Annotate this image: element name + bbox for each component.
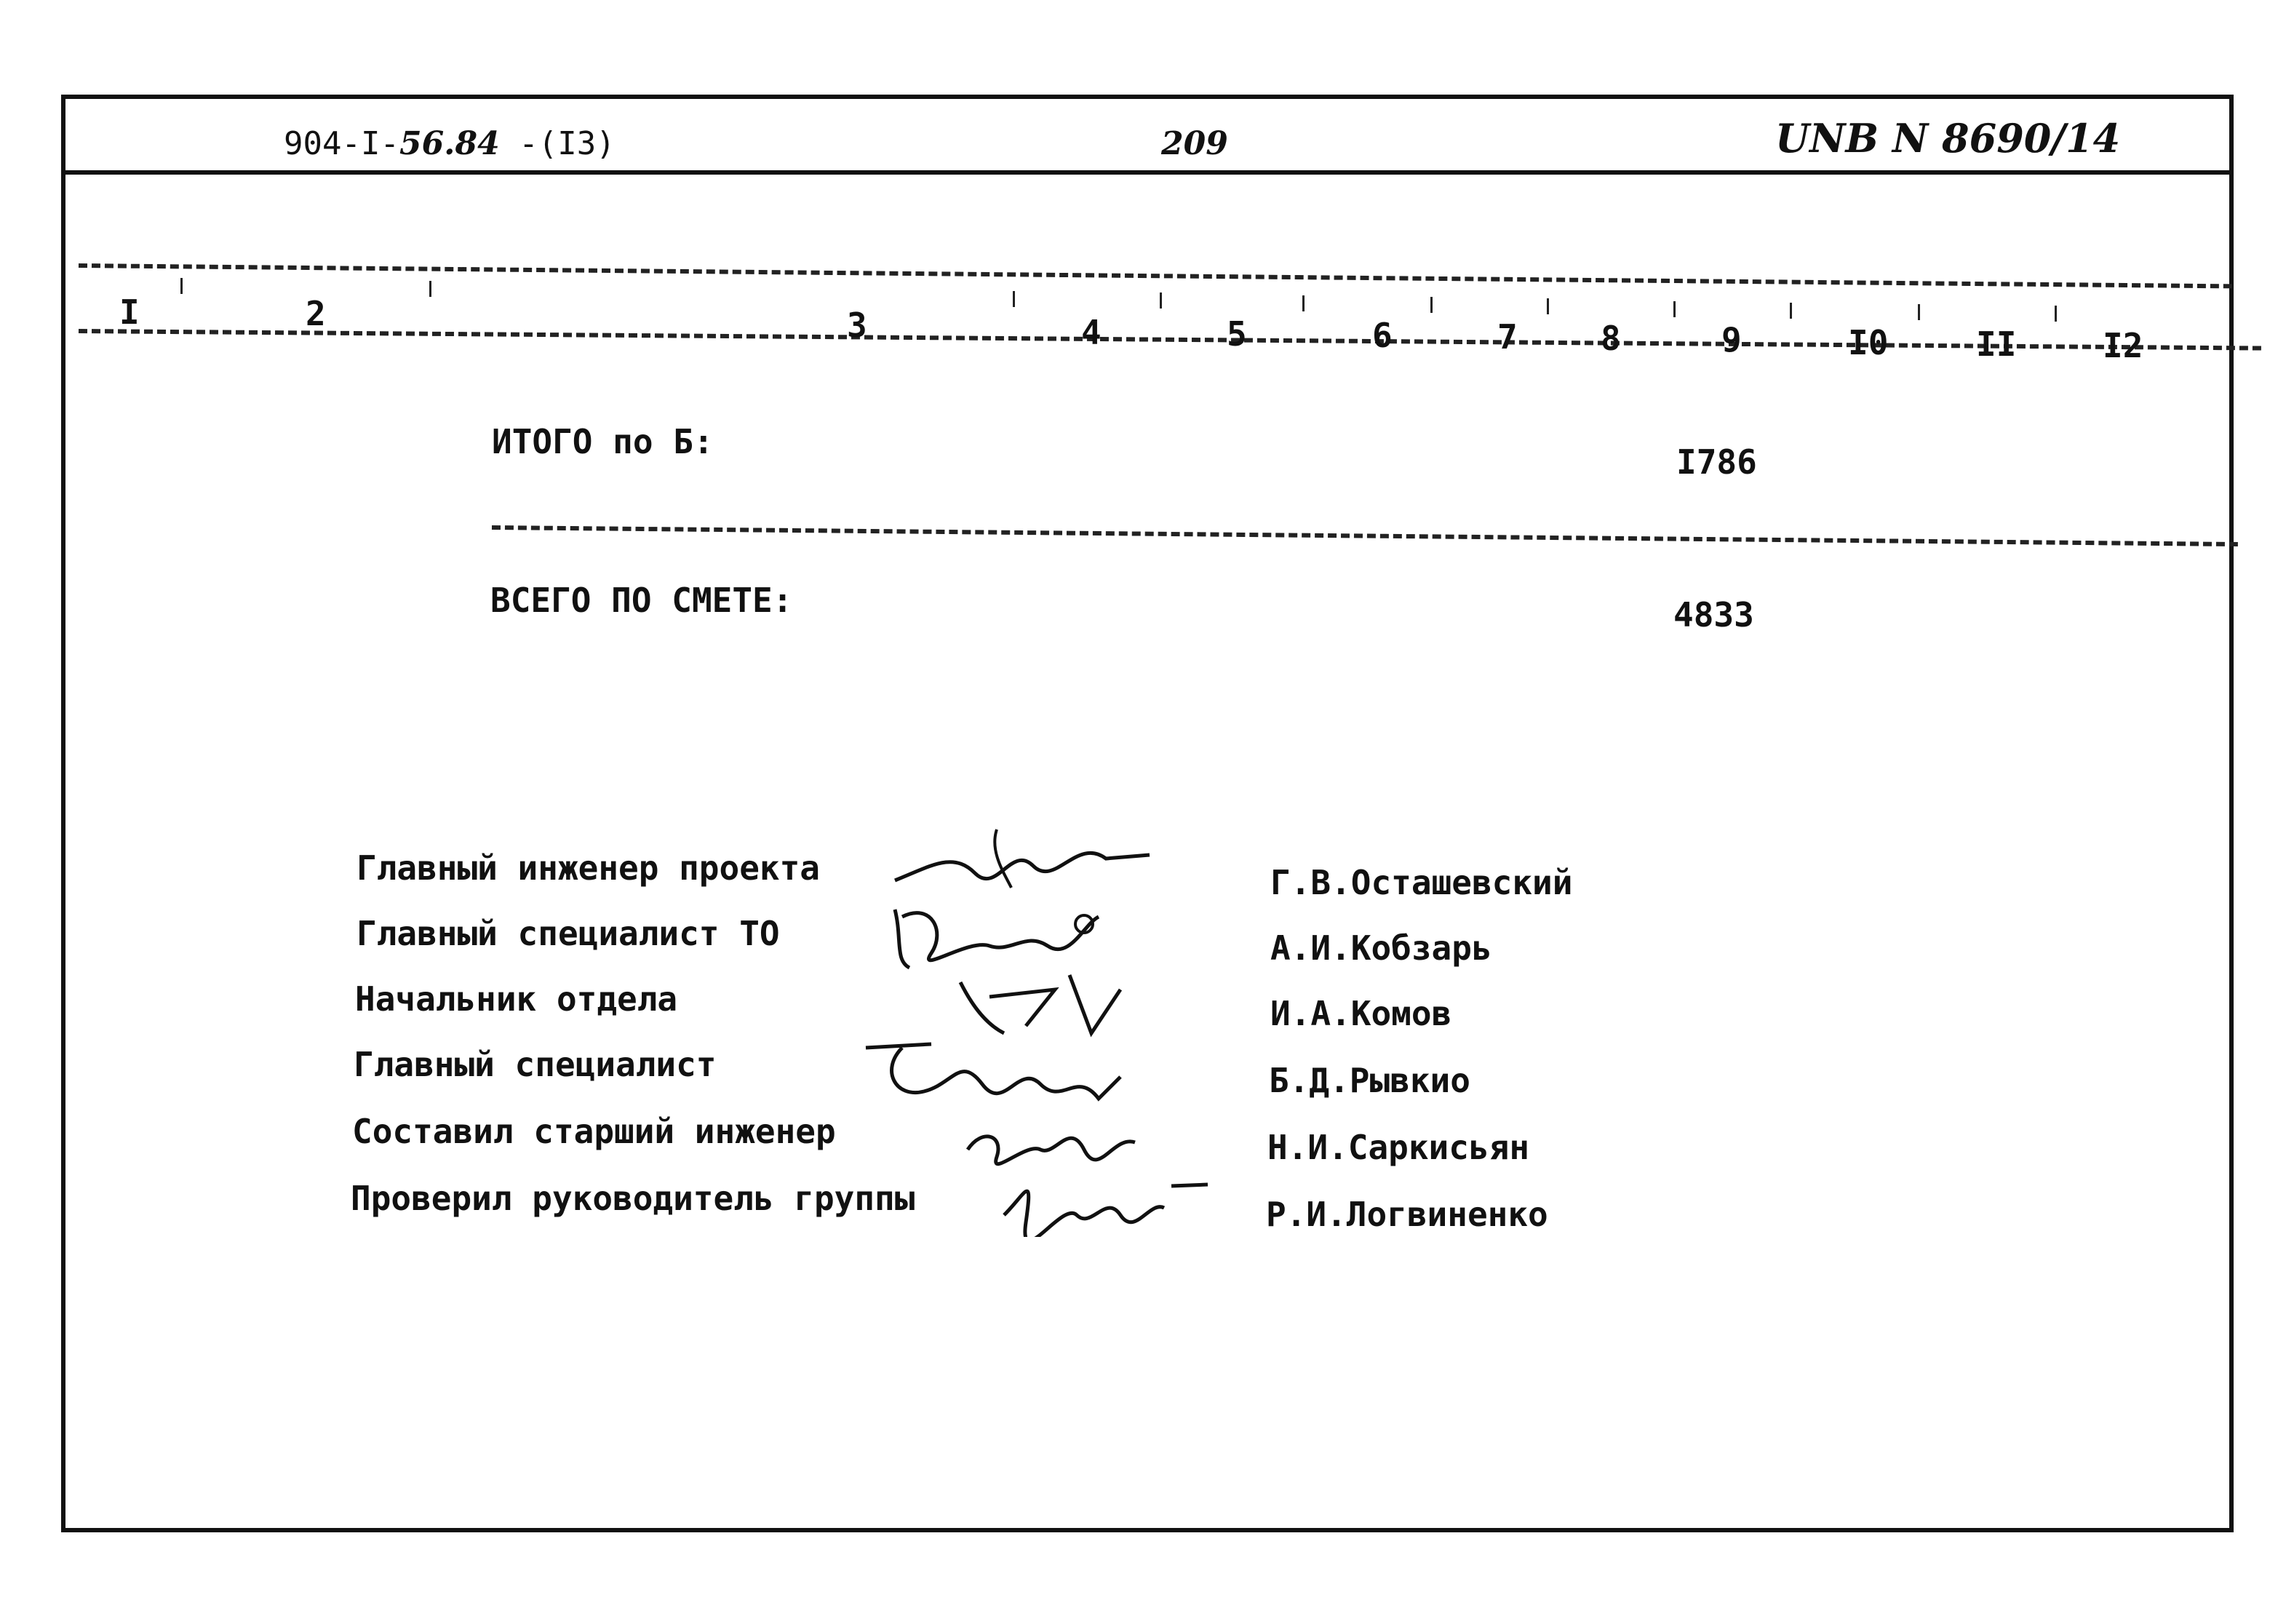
column-number: 2: [306, 294, 326, 333]
inventory-number: UNB N 8690/14: [1775, 115, 2121, 162]
signatory-role: Главный инженер проекта: [357, 848, 820, 888]
signatory-role: Главный специалист ТО: [357, 914, 780, 953]
signatory-role: Начальник отдела: [355, 979, 678, 1019]
document-frame: [61, 95, 2234, 1532]
column-number: 7: [1497, 317, 1518, 357]
doc-code-suffix: -(I3): [499, 125, 616, 162]
column-divider: [1673, 301, 1676, 317]
doc-code-prefix: 904-I-: [284, 125, 399, 162]
column-divider: [180, 278, 183, 294]
signatory-name: И.А.Комов: [1270, 994, 1452, 1033]
column-number: II: [1976, 325, 2017, 364]
column-divider: [1547, 298, 1549, 314]
signatory-name: Н.И.Саркисьян: [1267, 1128, 1530, 1167]
signatory-name: Г.В.Осташевский: [1270, 863, 1573, 902]
handwritten-signature: [880, 895, 1113, 975]
document-code: [284, 125, 616, 162]
column-divider: [1918, 304, 1920, 320]
column-divider: [2055, 306, 2057, 322]
column-divider: [1013, 291, 1015, 307]
column-number: 9: [1721, 320, 1742, 359]
column-number: 4: [1081, 313, 1102, 352]
grand-total-value: 4833: [1673, 595, 1754, 634]
handwritten-signature: [997, 1164, 1215, 1237]
column-number: I2: [2103, 326, 2143, 365]
column-number: 6: [1372, 316, 1393, 355]
column-divider: [1790, 303, 1792, 319]
column-number: I: [119, 292, 140, 332]
grand-total-label: ВСЕГО ПО СМЕТЕ:: [490, 581, 793, 620]
subtotal-label: ИТОГО по Б:: [492, 422, 714, 461]
header-rule: [61, 170, 2234, 175]
subtotal-value: I786: [1676, 442, 1757, 482]
column-divider: [429, 281, 431, 297]
column-number: I0: [1848, 323, 1889, 362]
doc-code-handwritten: 56.84: [399, 125, 500, 162]
signatory-name: Р.И.Логвиненко: [1266, 1195, 1548, 1234]
column-divider: [1160, 292, 1162, 309]
signatory-role: Проверил руководитель группы: [351, 1179, 915, 1218]
signatory-role: Главный специалист: [354, 1045, 717, 1084]
signatory-name: А.И.Кобзарь: [1270, 928, 1492, 968]
column-number: 5: [1227, 314, 1247, 354]
column-divider: [1302, 295, 1305, 311]
page-number: 209: [1161, 125, 1228, 162]
column-number: 3: [847, 306, 867, 345]
handwritten-signature: [888, 822, 1164, 902]
signatory-name: Б.Д.Рывкио: [1269, 1061, 1470, 1100]
column-number: 8: [1601, 319, 1621, 358]
column-divider: [1430, 297, 1433, 313]
handwritten-signature: [859, 1033, 1135, 1113]
signatory-role: Составил старший инженер: [352, 1112, 836, 1151]
